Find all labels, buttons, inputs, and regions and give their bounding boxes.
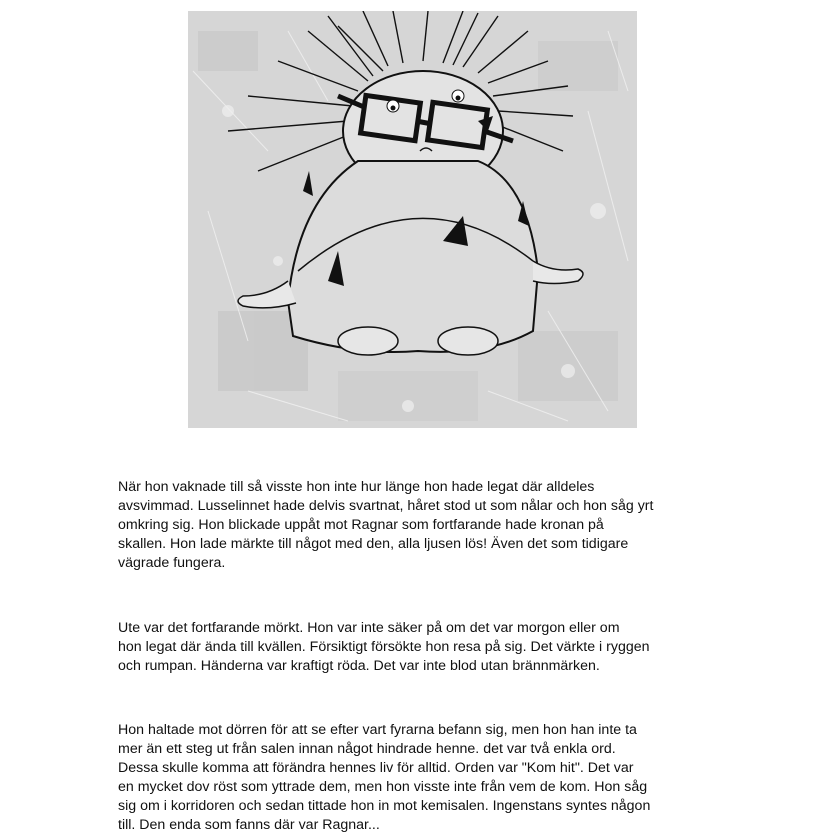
paragraph-line: och rumpan. Händerna var kraftigt röda. Det var inte blod utan brännmärken. <box>118 658 600 674</box>
paragraph-line: till. Den enda som fanns där var Ragnar... <box>118 817 380 833</box>
paragraph-line: avsvimmad. Lusselinnet hade delvis svartnat, håret stod ut som nålar och hon såg yrt <box>118 498 654 514</box>
paragraph-line: omkring sig. Hon blickade uppåt mot Ragnar som fortfarande hade kronan på <box>118 517 604 533</box>
character-illustration <box>188 11 637 428</box>
paragraph-3 <box>118 721 708 835</box>
paragraph-line: Ute var det fortfarande mörkt. Hon var inte säker på om det var morgon eller om <box>118 620 620 636</box>
paragraph-line: hon legat där ända till kvällen. Försiktigt försökte hon resa på sig. Det värkte i ryggen <box>118 639 650 655</box>
paragraph-line: Hon haltade mot dörren för att se efter vart fyrarna befann sig, men hon han inte ta <box>118 722 637 738</box>
paragraph-line: mer än ett steg ut från salen innan något hindrade henne. det var två enkla ord. <box>118 741 616 757</box>
paragraph-line: Dessa skulle komma att förändra hennes liv för alltid. Orden var "Kom hit". Det var <box>118 760 634 776</box>
paragraph-line: När hon vaknade till så visste hon inte hur länge hon hade legat där alldeles <box>118 479 595 495</box>
paragraph-line: vägrade fungera. <box>118 555 226 571</box>
paragraph-line: en mycket dov röst som yttrade dem, men hon visste inte från vem de kom. Hon såg <box>118 779 648 795</box>
paragraph-line: sig om i korridoren och sedan tittade hon in mot kemisalen. Ingenstans syntes någon <box>118 798 651 814</box>
paragraph-2 <box>118 619 708 676</box>
paragraph-line: skallen. Hon lade märkte till något med den, alla ljusen lös! Även det som tidigare <box>118 536 629 552</box>
paragraph-1 <box>118 478 708 573</box>
